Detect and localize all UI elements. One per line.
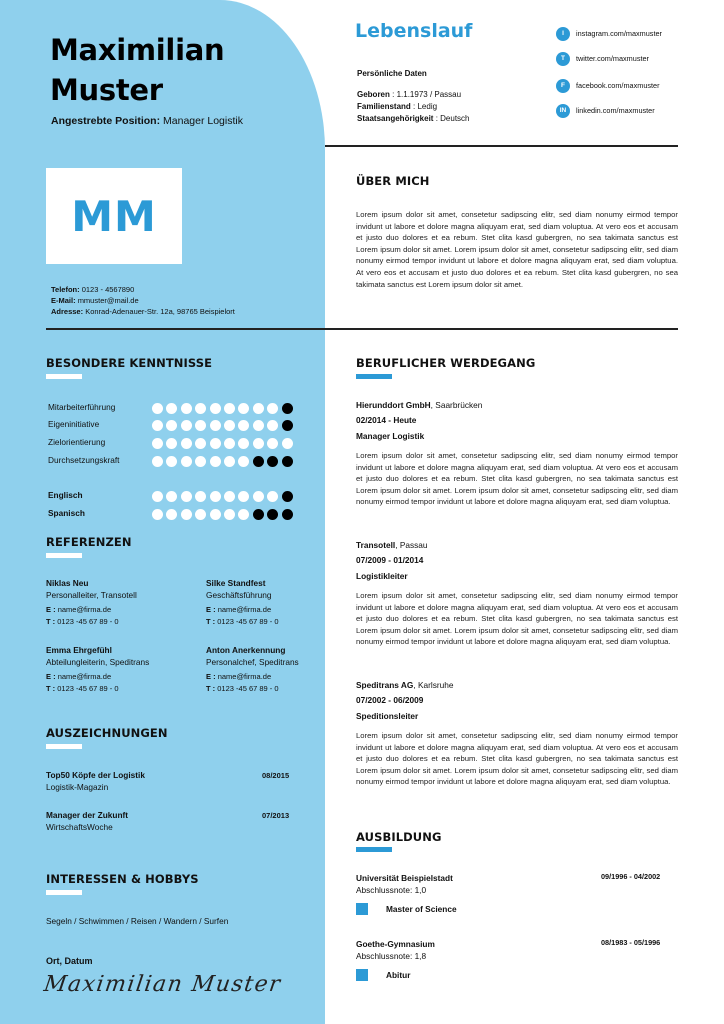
skill-rating-dot — [238, 420, 249, 431]
job-city: Karlsruhe — [417, 680, 454, 690]
about-text: Lorem ipsum dolor sit amet, consetetur sadipscing elitr, sed diam nonumy eirmod tempor invidunt ut labore et dolore magna aliquyam erat, sed diam voluptua. At vero eos et accusam et justo duo dolores et ea rebum. Stet clita kasd gubergren, no sea takimata sanctus est Lorem ipsum dolor sit amet. Lorem ipsum dolor sit amet, consetetur sadipscing elitr, sed diam nonumy eirmod tempor invidunt ut labore et dolore magna aliquyam erat, sed diam voluptua. At vero eos et accusam et justo duo dolores et ea rebum. Stet clita kasd gubergren, no sea takimata sanctus est Lorem ipsum dolor sit amet. — [356, 210, 678, 289]
reference-phone-label: T : — [206, 683, 216, 693]
hobbies-text: Segeln / Schwimmen / Reisen / Wandern / Surfen — [46, 916, 229, 926]
language-label-0: Englisch — [48, 490, 83, 500]
reference-phone-row — [206, 683, 299, 695]
education-period: 08/1983 - 05/1996 — [601, 938, 661, 947]
language-rating-dot — [166, 509, 177, 520]
language-rating-dot — [224, 509, 235, 520]
language-rating-dot — [267, 491, 278, 502]
nationality-label: Staatsangehörigkeit — [357, 114, 434, 123]
award-source: Logistik-Magazin — [46, 782, 109, 792]
job-role: Logistikleiter — [356, 571, 408, 581]
skill-rating-dot — [166, 420, 177, 431]
skill-rating-dot — [253, 456, 264, 467]
award-date: 07/2013 — [262, 811, 290, 820]
divider-top — [325, 145, 678, 147]
position-value: Manager Logistik — [163, 115, 243, 127]
skill-label-1: Eigeninitiative — [48, 419, 100, 429]
skill-rating-dot — [238, 403, 249, 414]
personal-data-heading: Persönliche Daten — [357, 69, 427, 78]
facebook-icon[interactable]: F — [556, 79, 570, 93]
skill-rating-dot — [253, 403, 264, 414]
skill-rating-dot — [166, 403, 177, 414]
job-period: 02/2014 - Heute — [356, 415, 417, 425]
skill-rating-dot — [181, 456, 192, 467]
handwritten-signature: Maximilian Muster — [42, 972, 283, 997]
place-date-label: Ort, Datum — [46, 956, 93, 966]
education-degree: Abitur — [386, 970, 411, 980]
skill-rating-dot — [238, 438, 249, 449]
job-period: 07/2002 - 06/2009 — [356, 695, 424, 705]
birth-value: 1.1.1973 / Passau — [396, 90, 462, 99]
job-company: Speditrans AG — [356, 680, 414, 690]
language-label-1: Spanisch — [48, 508, 85, 518]
instagram-icon[interactable]: I — [556, 27, 570, 41]
about-title: ÜBER MICH — [356, 174, 430, 188]
reference-card — [46, 578, 137, 627]
reference-name: Silke Standfest — [206, 578, 266, 588]
job-company: Transotell — [356, 540, 396, 550]
references-title-underline — [46, 553, 82, 558]
reference-phone-label: T : — [46, 683, 56, 693]
education-grade: Abschlussnote: 1,8 — [356, 951, 427, 961]
skill-rating-dot — [282, 420, 293, 431]
references-title: REFERENZEN — [46, 535, 132, 549]
job-city: Passau — [399, 540, 428, 550]
skill-rating-dot — [282, 438, 293, 449]
birth-label: Geboren — [357, 90, 390, 99]
candidate-first-name: Maximilian — [50, 33, 225, 67]
reference-email-label: E : — [46, 672, 56, 681]
language-rating-dot — [195, 491, 206, 502]
language-rating-dot — [267, 509, 278, 520]
reference-phone-row — [46, 616, 137, 628]
hobbies-title-underline — [46, 890, 82, 895]
language-rating-dot — [282, 491, 293, 502]
reference-email-label: E : — [206, 672, 216, 681]
career-title-underline — [356, 374, 392, 379]
language-rating-dot — [253, 491, 264, 502]
language-rating-dot — [152, 509, 163, 520]
reference-phone-row — [206, 616, 279, 628]
reference-email-label: E : — [46, 605, 56, 614]
language-rating-dot — [210, 509, 221, 520]
language-rating-dot — [238, 491, 249, 502]
awards-title-underline — [46, 744, 82, 749]
job-company-row: Transotell, Passau — [356, 540, 428, 550]
skill-rating-dot — [253, 438, 264, 449]
reference-phone: 0123 -45 67 89 - 0 — [57, 683, 119, 693]
language-rating-dot — [166, 491, 177, 502]
skill-rating-dot — [181, 438, 192, 449]
address-label: Adresse — [51, 307, 81, 316]
language-rating-dot — [253, 509, 264, 520]
marital-status-value: Ledig — [417, 102, 438, 111]
linkedin-icon[interactable]: IN — [556, 104, 570, 118]
contact-phone: Telefon: 0123 - 4567890 — [51, 285, 135, 294]
language-rating-dot — [152, 491, 163, 502]
education-title-underline — [356, 847, 392, 852]
award-source: WirtschaftsWoche — [46, 822, 113, 832]
skill-rating-dot — [224, 403, 235, 414]
job-city: Saarbrücken — [435, 400, 483, 410]
education-degree: Master of Science — [386, 904, 457, 914]
skill-rating-dot — [166, 438, 177, 449]
skill-rating-dot — [152, 456, 163, 467]
skill-rating-dot — [224, 456, 235, 467]
social-link-0[interactable]: instagram.com/maxmuster — [576, 29, 662, 38]
twitter-icon[interactable]: T — [556, 52, 570, 66]
skill-rating-dot — [195, 456, 206, 467]
education-marker-square — [356, 969, 368, 981]
job-description: Lorem ipsum dolor sit amet, consetetur sadipscing elitr, sed diam nonumy eirmod tempor invidunt ut labore et dolore magna aliquyam erat, sed diam voluptua. At vero eos et accusam et justo duo dolores et ea rebum. Stet clita kasd gubergren, no sea takimata sanctus est Lorem ipsum dolor sit amet. Lorem ipsum dolor sit amet, consetetur sadipscing elitr, sed diam nonumy eirmod tempor invidunt ut labore et dolore magna aliquyam erat, sed diam voluptua. — [356, 591, 678, 647]
reference-card — [206, 645, 299, 694]
skill-rating-dot — [267, 456, 278, 467]
skill-rating-dot — [267, 420, 278, 431]
nationality-row: Staatsangehörigkeit : Deutsch — [357, 114, 470, 123]
skill-rating-dot — [181, 420, 192, 431]
education-school: Universität Beispielstadt — [356, 873, 453, 883]
skill-rating-dot — [195, 403, 206, 414]
candidate-last-name: Muster — [50, 73, 163, 107]
marital-status-label: Familienstand — [357, 102, 411, 111]
reference-name: Anton Anerkennung — [206, 645, 286, 655]
skill-rating-dot — [195, 420, 206, 431]
email-label: E-Mail — [51, 296, 74, 305]
phone-label: Telefon — [51, 285, 78, 294]
education-grade: Abschlussnote: 1,0 — [356, 885, 427, 895]
education-school: Goethe-Gymnasium — [356, 939, 435, 949]
email-value: mmuster@mail.de — [77, 296, 139, 305]
position-label: Angestrebte Position: — [51, 115, 161, 127]
reference-phone: 0123 -45 67 89 - 0 — [57, 616, 119, 626]
birth-row: Geboren : 1.1.1973 / Passau — [357, 90, 462, 99]
reference-card — [206, 578, 279, 627]
reference-email: name@firma.de — [57, 605, 112, 614]
skill-rating-dot — [267, 403, 278, 414]
reference-email-row — [46, 604, 137, 616]
reference-phone: 0123 -45 67 89 - 0 — [217, 616, 279, 626]
divider-middle — [46, 328, 678, 330]
reference-phone: 0123 -45 67 89 - 0 — [217, 683, 279, 693]
language-rating-dot — [181, 509, 192, 520]
nationality-value: Deutsch — [440, 114, 470, 123]
reference-role: Personalleiter, Transotell — [46, 589, 137, 600]
reference-role: Geschäftsführung — [206, 589, 272, 600]
reference-phone-row — [46, 683, 149, 695]
job-description: Lorem ipsum dolor sit amet, consetetur sadipscing elitr, sed diam nonumy eirmod tempor invidunt ut labore et dolore magna aliquyam erat, sed diam voluptua. At vero eos et accusam et justo duo dolores et ea rebum. Stet clita kasd gubergren, no sea takimata sanctus est Lorem ipsum dolor sit amet. Lorem ipsum dolor sit amet, consetetur sadipscing elitr, sed diam nonumy eirmod tempor invidunt ut labore et dolore magna aliquyam erat, sed diam voluptua. — [356, 451, 678, 507]
skills-title: BESONDERE KENNTNISSE — [46, 356, 213, 370]
job-period: 07/2009 - 01/2014 — [356, 555, 424, 565]
reference-card — [46, 645, 149, 694]
job-company: Hierunddort GmbH — [356, 400, 431, 410]
social-link-1[interactable]: twitter.com/maxmuster — [576, 54, 649, 63]
hobbies-title: INTERESSEN & HOBBYS — [46, 872, 199, 886]
award-date: 08/2015 — [262, 771, 290, 780]
career-title: BERUFLICHER WERDEGANG — [356, 356, 536, 370]
reference-email-row — [206, 671, 299, 683]
awards-title: AUSZEICHNUNGEN — [46, 726, 168, 740]
contact-email: E-Mail: mmuster@mail.de — [51, 296, 139, 305]
skill-rating-dot — [152, 420, 163, 431]
reference-email: name@firma.de — [217, 605, 272, 614]
job-description: Lorem ipsum dolor sit amet, consetetur sadipscing elitr, sed diam nonumy eirmod tempor invidunt ut labore et dolore magna aliquyam erat, sed diam voluptua. At vero eos et accusam et justo duo dolores et ea rebum. Stet clita kasd gubergren, no sea takimata sanctus est Lorem ipsum dolor sit amet. Lorem ipsum dolor sit amet, consetetur sadipscing elitr, sed diam nonumy eirmod tempor invidunt ut labore et dolore magna aliquyam erat, sed diam voluptua. — [356, 731, 678, 787]
reference-email-row — [206, 604, 279, 616]
reference-phone-label: T : — [46, 616, 56, 626]
reference-email-row — [46, 671, 149, 683]
contact-address: Adresse: Konrad-Adenauer-Str. 12a, 98765 Beispielort — [51, 307, 235, 316]
reference-name: Emma Ehrgefühl — [46, 645, 112, 655]
social-link-2[interactable]: facebook.com/maxmuster — [576, 81, 660, 90]
skill-rating-dot — [210, 403, 221, 414]
skill-rating-dot — [253, 420, 264, 431]
skill-rating-dot — [210, 438, 221, 449]
skill-rating-dot — [238, 456, 249, 467]
reference-role: Personalchef, Speditrans — [206, 656, 299, 667]
personal-data-block — [357, 68, 470, 125]
skill-rating-dot — [210, 456, 221, 467]
language-rating-dot — [238, 509, 249, 520]
skill-rating-dot — [181, 403, 192, 414]
skill-rating-dot — [210, 420, 221, 431]
skill-rating-dot — [166, 456, 177, 467]
reference-email: name@firma.de — [217, 672, 272, 681]
document-title: Lebenslauf — [355, 20, 473, 42]
language-rating-dot — [210, 491, 221, 502]
skill-rating-dot — [195, 438, 206, 449]
language-rating-dot — [195, 509, 206, 520]
education-marker-square — [356, 903, 368, 915]
job-role: Manager Logistik — [356, 431, 425, 441]
skill-rating-dot — [282, 403, 293, 414]
social-link-3[interactable]: linkedin.com/maxmuster — [576, 106, 655, 115]
reference-email: name@firma.de — [57, 672, 112, 681]
skill-label-2: Zielorientierung — [48, 437, 106, 447]
skill-rating-dot — [267, 438, 278, 449]
language-rating-dot — [282, 509, 293, 520]
skill-rating-dot — [224, 438, 235, 449]
job-role: Speditionsleiter — [356, 711, 419, 721]
language-rating-dot — [181, 491, 192, 502]
photo-initials: MM — [71, 191, 157, 241]
skill-label-3: Durchsetzungskraft — [48, 455, 120, 465]
skill-rating-dot — [152, 438, 163, 449]
language-rating-dot — [224, 491, 235, 502]
skill-rating-dot — [152, 403, 163, 414]
marital-status-row: Familienstand : Ledig — [357, 102, 438, 111]
skill-rating-dot — [282, 456, 293, 467]
skill-rating-dot — [224, 420, 235, 431]
education-period: 09/1996 - 04/2002 — [601, 872, 661, 881]
job-company-row: Speditrans AG, Karlsruhe — [356, 680, 454, 690]
education-title: AUSBILDUNG — [356, 830, 442, 844]
address-value: Konrad-Adenauer-Str. 12a, 98765 Beispielort — [85, 307, 235, 316]
phone-value: 0123 - 4567890 — [81, 285, 135, 294]
job-company-row: Hierunddort GmbH, Saarbrücken — [356, 400, 483, 410]
reference-name: Niklas Neu — [46, 578, 89, 588]
reference-email-label: E : — [206, 605, 216, 614]
award-title: Manager der Zukunft — [46, 810, 129, 820]
skill-label-0: Mitarbeiterführung — [48, 402, 116, 412]
award-title: Top50 Köpfe der Logistik — [46, 770, 145, 780]
reference-role: Abteilungleiterin, Speditrans — [46, 656, 150, 667]
reference-phone-label: T : — [206, 616, 216, 626]
skills-list — [0, 0, 325, 520]
